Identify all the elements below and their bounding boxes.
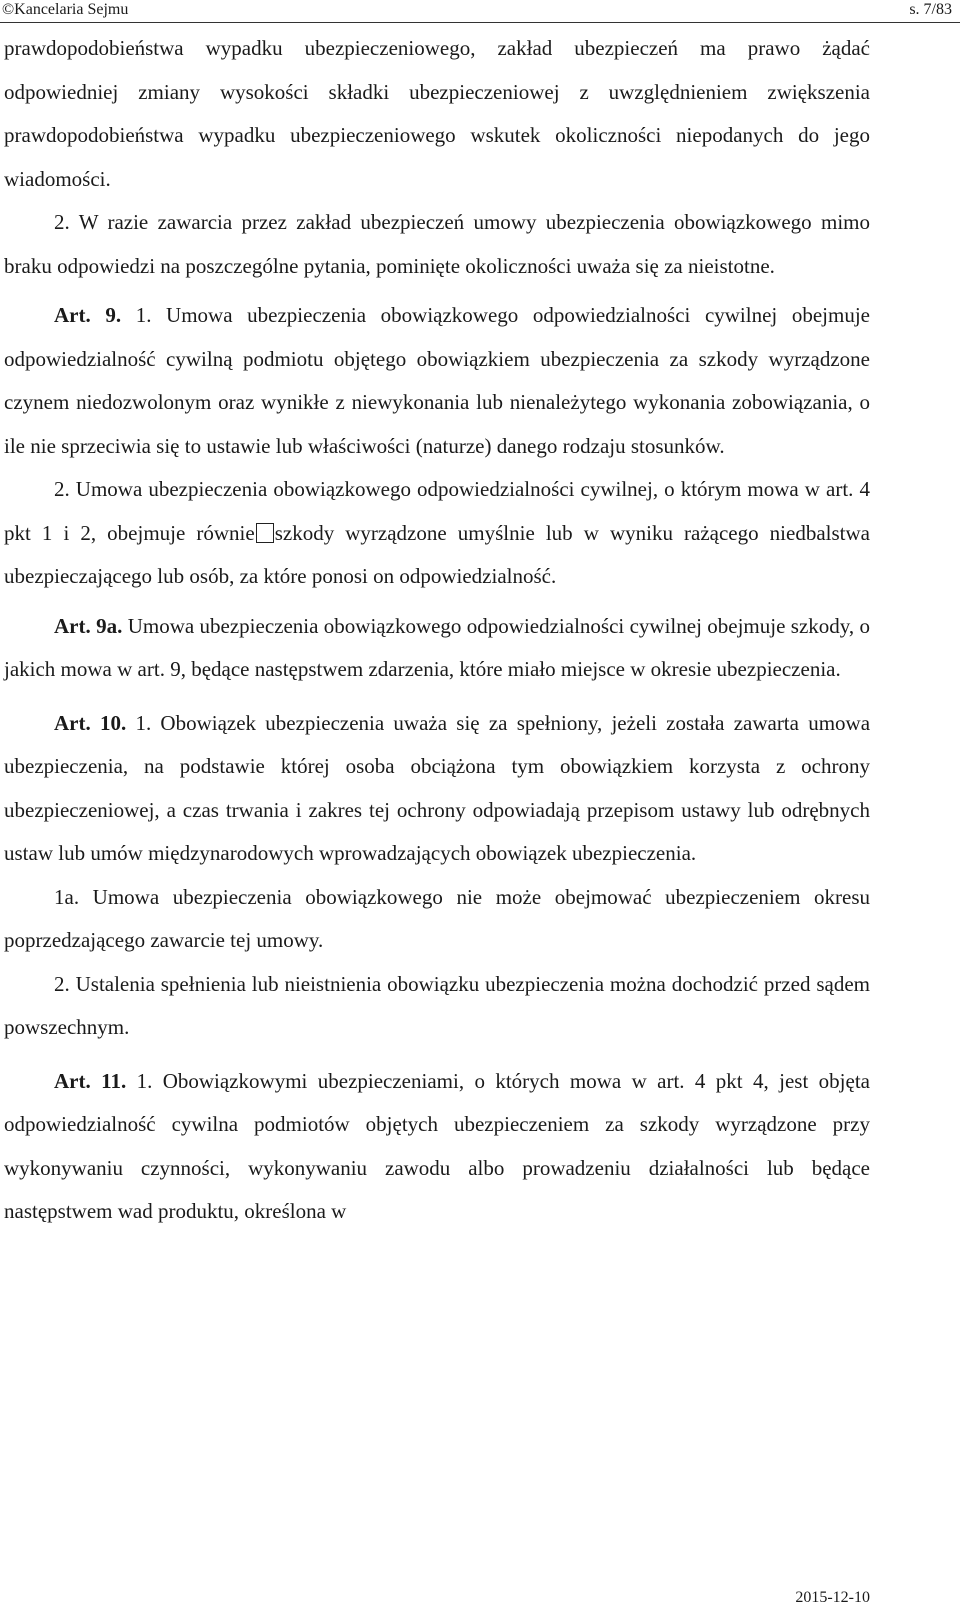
paragraph-art8-2	[4, 201, 870, 288]
paragraph-text: Umowa ubezpieczenia obowiązkowego odpowiedzialności cywilnej, o którym mowa w art. 4 pkt 1 i 2, obejmuje równie	[4, 477, 870, 545]
paragraph-number: 1a.	[54, 884, 80, 909]
paragraph-number: 2.	[54, 210, 70, 234]
paragraph-art10-2	[4, 963, 870, 1050]
article-10	[4, 702, 870, 876]
paragraph-art10-1a	[4, 876, 870, 963]
paragraph-text: Umowa ubezpieczenia obowiązkowego nie może obejmować ubezpieczeniem okresu poprzedzającego zawarcie tej umowy.	[4, 884, 870, 952]
paragraph-art9-2	[4, 468, 870, 599]
paragraph-text: szkody wyrządzone umyślnie lub w wyniku rażącego niedbalstwa ubezpieczającego lub osób, za które ponosi on odpowiedzialność.	[4, 520, 870, 588]
paragraph-number: 2.	[54, 477, 70, 501]
page-header	[0, 0, 960, 23]
missing-glyph-icon	[256, 523, 274, 543]
paragraph-continuation	[4, 27, 870, 201]
paragraph-text: Ustalenia spełnienia lub nieistnienia obowiązku ubezpieczenia można dochodzić przed sądem powszechnym.	[4, 971, 870, 1039]
paragraph-number: 2.	[54, 971, 70, 996]
paragraph-text: Umowa ubezpieczenia obowiązkowego odpowiedzialności cywilnej obejmuje odpowiedzialność cywilną podmiotu objętego obowiązkiem ubezpieczenia za szkody wyrządzone czynem niedozwolonym oraz wynikłe z niewykonania lub nienależytego wykonania zobowiązania, o ile nie sprzeciwia się to ustawie lub właściwości (naturze) danego rodzaju stosunków.	[4, 303, 871, 458]
article-label: Art. 11.	[54, 1068, 127, 1093]
article-9	[4, 294, 870, 468]
paragraph-number: 1.	[126, 710, 152, 735]
article-label: Art. 9.	[54, 303, 122, 327]
paragraph-text: Obowiązek ubezpieczenia uważa się za spełniony, jeżeli została zawarta umowa ubezpieczenia, na podstawie której osoba obciążona tym obowiązkiem korzysta z ochrony ubezpieczeniowej, a czas trwania i zakres tej ochrony odpowiadają przepisom ustawy lub odrębnych ustaw lub umów międzynarodowych wprowadzających obowiązek ubezpieczenia.	[4, 710, 871, 865]
paragraph-number: 1.	[126, 1068, 153, 1093]
page-number: s. 7/83	[909, 1, 952, 18]
article-9a	[4, 605, 870, 692]
article-11	[4, 1060, 870, 1234]
copyright-label: ©Kancelaria Sejmu	[2, 1, 129, 18]
paragraph-number: 1.	[121, 303, 152, 327]
footer-date: 2015-12-10	[795, 1589, 870, 1606]
article-label: Art. 9a.	[54, 613, 123, 638]
document-body	[4, 27, 870, 1234]
paragraph-text: Umowa ubezpieczenia obowiązkowego odpowiedzialności cywilnej obejmuje szkody, o jakich mowa w art. 9, będące następstwem zdarzenia, które miało miejsce w okresie ubezpieczenia.	[4, 613, 870, 681]
paragraph-text: W razie zawarcia przez zakład ubezpieczeń umowy ubezpieczenia obowiązkowego mimo braku odpowiedzi na poszczególne pytania, pominięte okoliczności uważa się za nieistotne.	[4, 210, 870, 278]
article-label: Art. 10.	[54, 710, 127, 735]
paragraph-text: prawdopodobieństwa wypadku ubezpieczeniowego, zakład ubezpieczeń ma prawo żądać odpowiedniej zmiany wysokości składki ubezpieczeniowej z uwzględnieniem zwiększenia prawdopodobieństwa wypadku ubezpieczeniowego wskutek okoliczności niepodanych do jego wiadomości.	[4, 36, 870, 191]
paragraph-text: Obowiązkowymi ubezpieczeniami, o których mowa w art. 4 pkt 4, jest objęta odpowiedzialność cywilna podmiotów objętych ubezpieczeniem za szkody wyrządzone przy wykonywaniu czynności, wykonywaniu zawodu albo prowadzeniu działalności lub będące następstwem wad produktu, określona w	[4, 1068, 870, 1223]
